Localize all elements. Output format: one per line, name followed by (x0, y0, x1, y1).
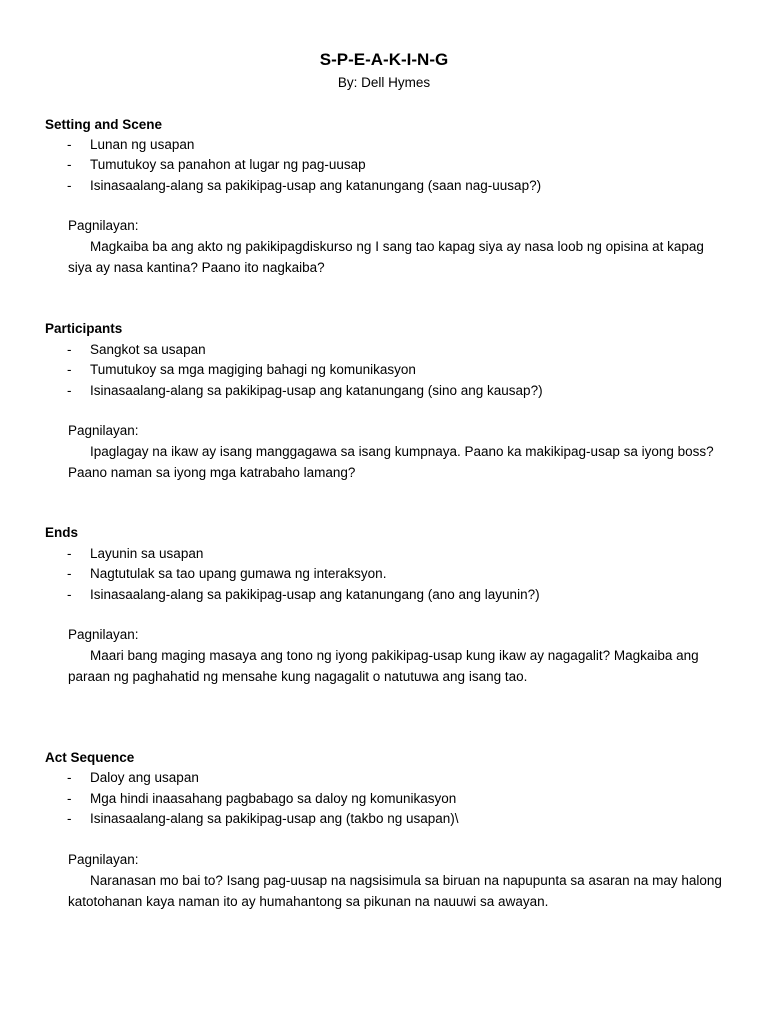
bullet-item (67, 586, 727, 606)
bullet-item (67, 341, 727, 361)
bullet-item (67, 156, 727, 176)
bullet-text: Sangkot sa usapan (90, 342, 206, 357)
bullet-text: Isinasaalang-alang sa pakikipag-usap ang katanungang (saan nag-uusap?) (90, 178, 542, 193)
bullet-marker: - (67, 383, 72, 398)
bullet-text: Nagtutulak sa tao upang gumawa ng interaksyon. (90, 566, 387, 581)
bullet-marker: - (67, 157, 72, 172)
reflection-text: Ipaglagay na ikaw ay isang manggagawa sa isang kumpnaya. Paano ka makikipag-usap sa iyong boss? Paano naman sa iyong mga katrabaho lamang? (68, 444, 714, 480)
section-heading: Ends (45, 525, 79, 540)
reflection-text: Maari bang maging masaya ang tono ng iyong pakikipag-usap kung ikaw ay nagagalit? Magkaiba ang paraan ng paghahatid ng mensahe kung nagagalit o natutuwa ang isang tao. (68, 648, 699, 684)
bullet-item (67, 136, 727, 156)
bullet-marker: - (67, 566, 72, 581)
reflection-text: Magkaiba ba ang akto ng pakikipagdiskurso ng I sang tao kapag siya ay nasa loob ng opisina at kapag siya ay nasa kantina? Paano ito nagkaiba? (68, 239, 704, 275)
reflection-text: Naranasan mo bai to? Isang pag-uusap na nagsisimula sa biruan na napupunta sa asaran na may halong katotohanan kaya naman ito ay humahantong sa pikunan na nauuwi sa awayan. (68, 873, 722, 909)
bullet-marker: - (67, 178, 72, 193)
section-heading: Setting and Scene (45, 117, 163, 132)
reflection-label: Pagnilayan: (68, 627, 139, 642)
bullet-item (67, 769, 727, 789)
bullet-text: Isinasaalang-alang sa pakikipag-usap ang katanungang (ano ang layunin?) (90, 587, 540, 602)
bullet-text: Isinasaalang-alang sa pakikipag-usap ang katanungang (sino ang kausap?) (90, 383, 543, 398)
reflection-label: Pagnilayan: (68, 852, 139, 867)
bullet-marker: - (67, 546, 72, 561)
bullet-marker: - (67, 587, 72, 602)
bullet-item (67, 361, 727, 381)
document-byline: By: Dell Hymes (337, 75, 431, 90)
bullet-marker: - (67, 342, 72, 357)
bullet-text: Isinasaalang-alang sa pakikipag-usap ang (takbo ng usapan)\ (90, 811, 459, 826)
bullet-item (67, 790, 727, 810)
bullet-marker: - (67, 362, 72, 377)
section-heading: Participants (45, 321, 123, 336)
bullet-marker: - (67, 811, 72, 826)
reflection-label: Pagnilayan: (68, 423, 139, 438)
bullet-marker: - (67, 770, 72, 785)
bullet-text: Layunin sa usapan (90, 546, 204, 561)
bullet-text: Mga hindi inaasahang pagbabago sa daloy ng komunikasyon (90, 791, 457, 806)
bullet-marker: - (67, 791, 72, 806)
bullet-text: Lunan ng usapan (90, 137, 195, 152)
bullet-item (67, 382, 727, 402)
bullet-text: Daloy ang usapan (90, 770, 199, 785)
bullet-text: Tumutukoy sa panahon at lugar ng pag-uusap (90, 157, 366, 172)
bullet-item (67, 810, 727, 830)
bullet-text: Tumutukoy sa mga magiging bahagi ng komunikasyon (90, 362, 416, 377)
bullet-item (67, 545, 727, 565)
section-heading: Act Sequence (45, 750, 135, 765)
bullet-marker: - (67, 137, 72, 152)
reflection-label: Pagnilayan: (68, 218, 139, 233)
bullet-item (67, 177, 727, 197)
document-title: S-P-E-A-K-I-N-G (319, 50, 449, 69)
bullet-item (67, 565, 727, 585)
